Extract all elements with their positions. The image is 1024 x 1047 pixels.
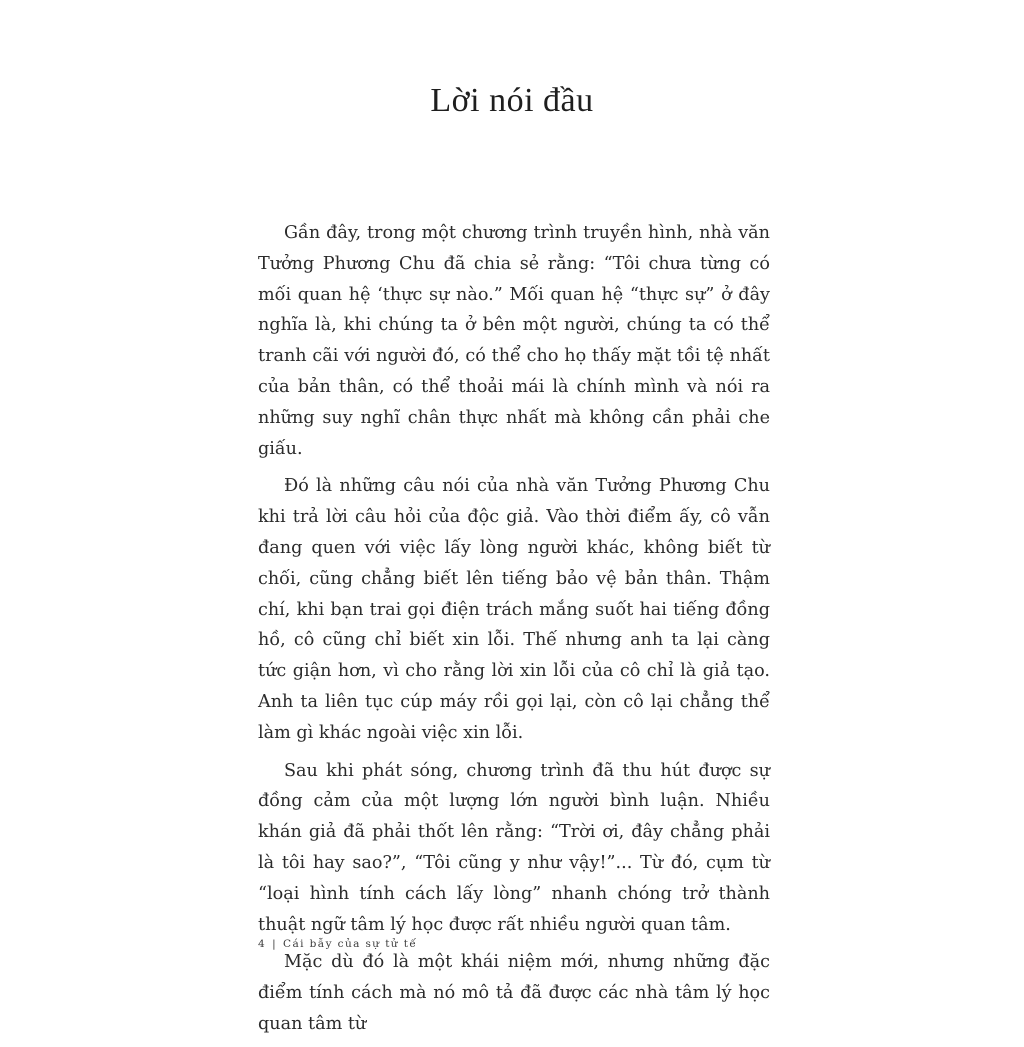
footer-separator: | <box>272 938 278 950</box>
body-text <box>258 218 770 1047</box>
page-footer <box>258 938 417 950</box>
chapter-title: Lời nói đầu <box>430 82 594 119</box>
paragraph-1: Gần đây, trong một chương trình truyền hình, nhà văn Tưởng Phương Chu đã chia sẻ rằng: “Tôi chưa từng có mối quan hệ ‘thực sự nào.” Mối quan hệ “thực sự” ở đây nghĩa là, khi chúng ta ở bên một người, chúng ta có thể tranh cãi với người đó, có thể cho họ thấy mặt tồi tệ nhất của bản thân, có thể thoải mái là chính mình và nói ra những suy nghĩ chân thực nhất mà không cần phải che giấu. <box>258 223 770 459</box>
page-number: 4 <box>258 938 267 950</box>
paragraph-3: Sau khi phát sóng, chương trình đã thu hút được sự đồng cảm của một lượng lớn người bình luận. Nhiều khán giả đã phải thốt lên rằng: “Trời ơi, đây chẳng phải là tôi hay sao?”, “Tôi cũng y như vậy!”... Từ đó, cụm từ “loại hình tính cách lấy lòng” nhanh chóng trở thành thuật ngữ tâm lý học được rất nhiều người quan tâm. <box>258 760 770 935</box>
paragraph-4: Mặc dù đó là một khái niệm mới, nhưng những đặc điểm tính cách mà nó mô tả đã được các nhà tâm lý học quan tâm từ <box>258 952 770 1034</box>
paragraph-2: Đó là những câu nói của nhà văn Tưởng Phương Chu khi trả lời câu hỏi của độc giả. Vào thời điểm ấy, cô vẫn đang quen với việc lấy lòng người khác, không biết từ chối, cũng chẳng biết lên tiếng bảo vệ bản thân. Thậm chí, khi bạn trai gọi điện trách mắng suốt hai tiếng đồng hồ, cô cũng chỉ biết xin lỗi. Thế nhưng anh ta lại càng tức giận hơn, vì cho rằng lời xin lỗi của cô chỉ là giả tạo. Anh ta liên tục cúp máy rồi gọi lại, còn cô lại chẳng thể làm gì khác ngoài việc xin lỗi. <box>258 476 770 743</box>
running-book-title: Cái bẫy của sự tử tế <box>283 938 418 950</box>
